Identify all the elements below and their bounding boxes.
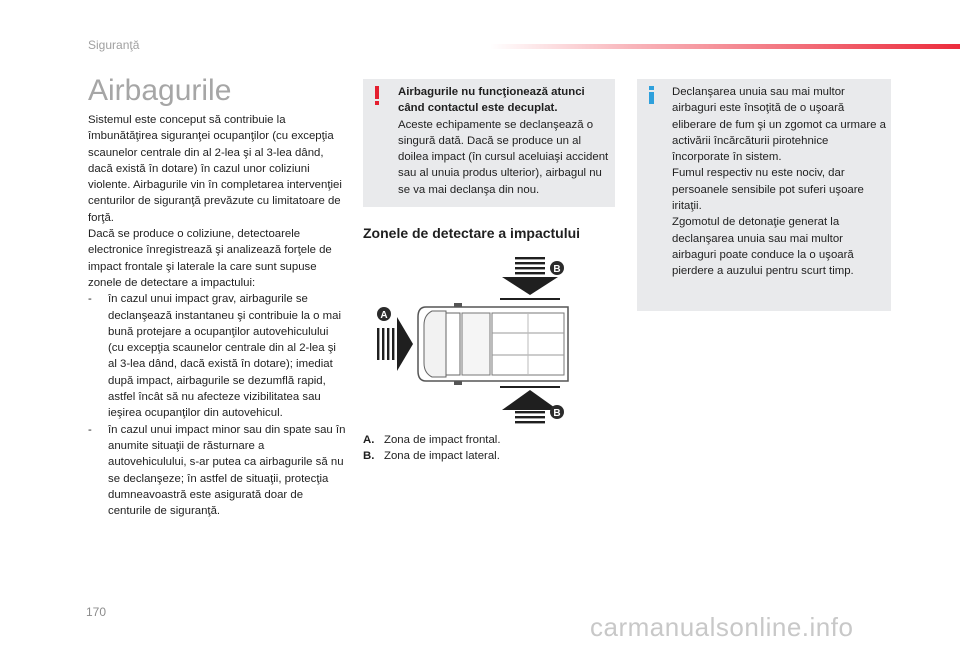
info-text <box>672 84 886 280</box>
legend-key: A. <box>363 434 375 446</box>
legend-item <box>363 448 613 464</box>
info-paragraph-3: Zgomotul de detonaţie generat la declanşarea unuia sau mai multor airbaguri poate conduce la o uşoară pierdere a auzului pentru scurt timp. <box>672 216 854 278</box>
van-top-view <box>418 303 568 385</box>
header-accent-bar <box>490 44 960 49</box>
front-impact-arrow <box>377 317 413 371</box>
section-title: Siguranţă <box>88 38 140 52</box>
label-a-text: A <box>380 310 388 321</box>
intro-text <box>88 112 346 519</box>
intro-paragraph-2: Dacă se produce o coliziune, detectoarele electronice înregistrează şi analizează forţele de impact frontale şi laterale la care sunt supuse zonele de detectare a impactului: <box>88 228 332 289</box>
legend-key: B. <box>363 450 375 463</box>
label-a <box>377 307 391 321</box>
bullet-text: în cazul unui impact minor sau din spate sau în anumite situaţii de răsturnare a autovehiculului, s-ar putea ca airbagurile să nu se declanşeze; în astfel de situaţii, protecţia dumneavoastră este asigurată doar de centurile de siguranţă. <box>108 423 346 518</box>
warning-text <box>398 84 610 198</box>
label-b-bottom <box>550 405 564 419</box>
side-impact-arrow-bottom <box>500 386 560 423</box>
intro-paragraph-1: Sistemul este conceput să contribuie la îmbunătăţirea siguranţei ocupanţilor (cu excepţia scaunelor centrale din al 2-lea şi al 3-lea dând, dacă există în dotare) în cazul unor coliziuni violente. Airbagurile vin în completarea intervenţiei centurilor de siguranţă prevăzute cu limitatoare de forţă. <box>88 114 342 224</box>
bullet-dash: - <box>88 293 92 306</box>
warning-bold-text: Airbagurile nu funcţionează atunci când contactul este decuplat. <box>398 86 585 115</box>
diagram-legend <box>363 432 613 465</box>
label-b-top-text: B <box>553 264 561 275</box>
bullet-item <box>88 291 346 421</box>
detection-title: Zonele de detectare a impactului <box>363 225 581 241</box>
legend-text: Zona de impact frontal. <box>384 434 501 446</box>
page-number: 170 <box>86 605 107 619</box>
warning-body-text: Aceste echipamente se declanşează o singură dată. Dacă se produce un al doilea impact (în cursul aceluiaşi accident sau al unuia produs ulterior), airbagul nu se va mai declanşa din nou. <box>398 118 609 196</box>
info-paragraph-2: Fumul respectiv nu este nociv, dar persoanele sensibile pot suferi uşoare iritaţii. <box>672 167 864 213</box>
legend-text: Zona de impact lateral. <box>384 450 500 463</box>
info-paragraph-1: Declanşarea unuia sau mai multor airbaguri este însoţită de o uşoară eliberare de fum şi un zgomot ca urmare a activării încărcăturii pirotehnice încorporate în sistem. <box>672 86 886 164</box>
label-b-bottom-text: B <box>553 408 561 419</box>
label-b-top <box>550 261 564 275</box>
bullet-dash: - <box>88 423 92 436</box>
info-icon <box>648 86 656 104</box>
side-impact-arrow-top <box>500 257 560 300</box>
watermark: carmanualsonline.info <box>590 612 854 642</box>
bullet-text: în cazul unui impact grav, airbagurile se declanşează instantaneu şi contribuie la o mai bună protejare a ocupanţilor autovehiculului (cu excepţia scaunelor centrale din al 2-lea şi al 3-lea dând, dacă există în dotare); imediat după impact, airbagurile se dezumflă rapid, astfel încât să nu afecteze vizibilitatea sau ieşirea ocupanţilor din autovehicul. <box>108 293 342 420</box>
legend-item <box>363 432 613 448</box>
page-title: Airbagurile <box>88 74 232 107</box>
exclamation-icon <box>372 86 382 104</box>
impact-zones-diagram <box>370 255 585 425</box>
bullet-item <box>88 422 346 520</box>
